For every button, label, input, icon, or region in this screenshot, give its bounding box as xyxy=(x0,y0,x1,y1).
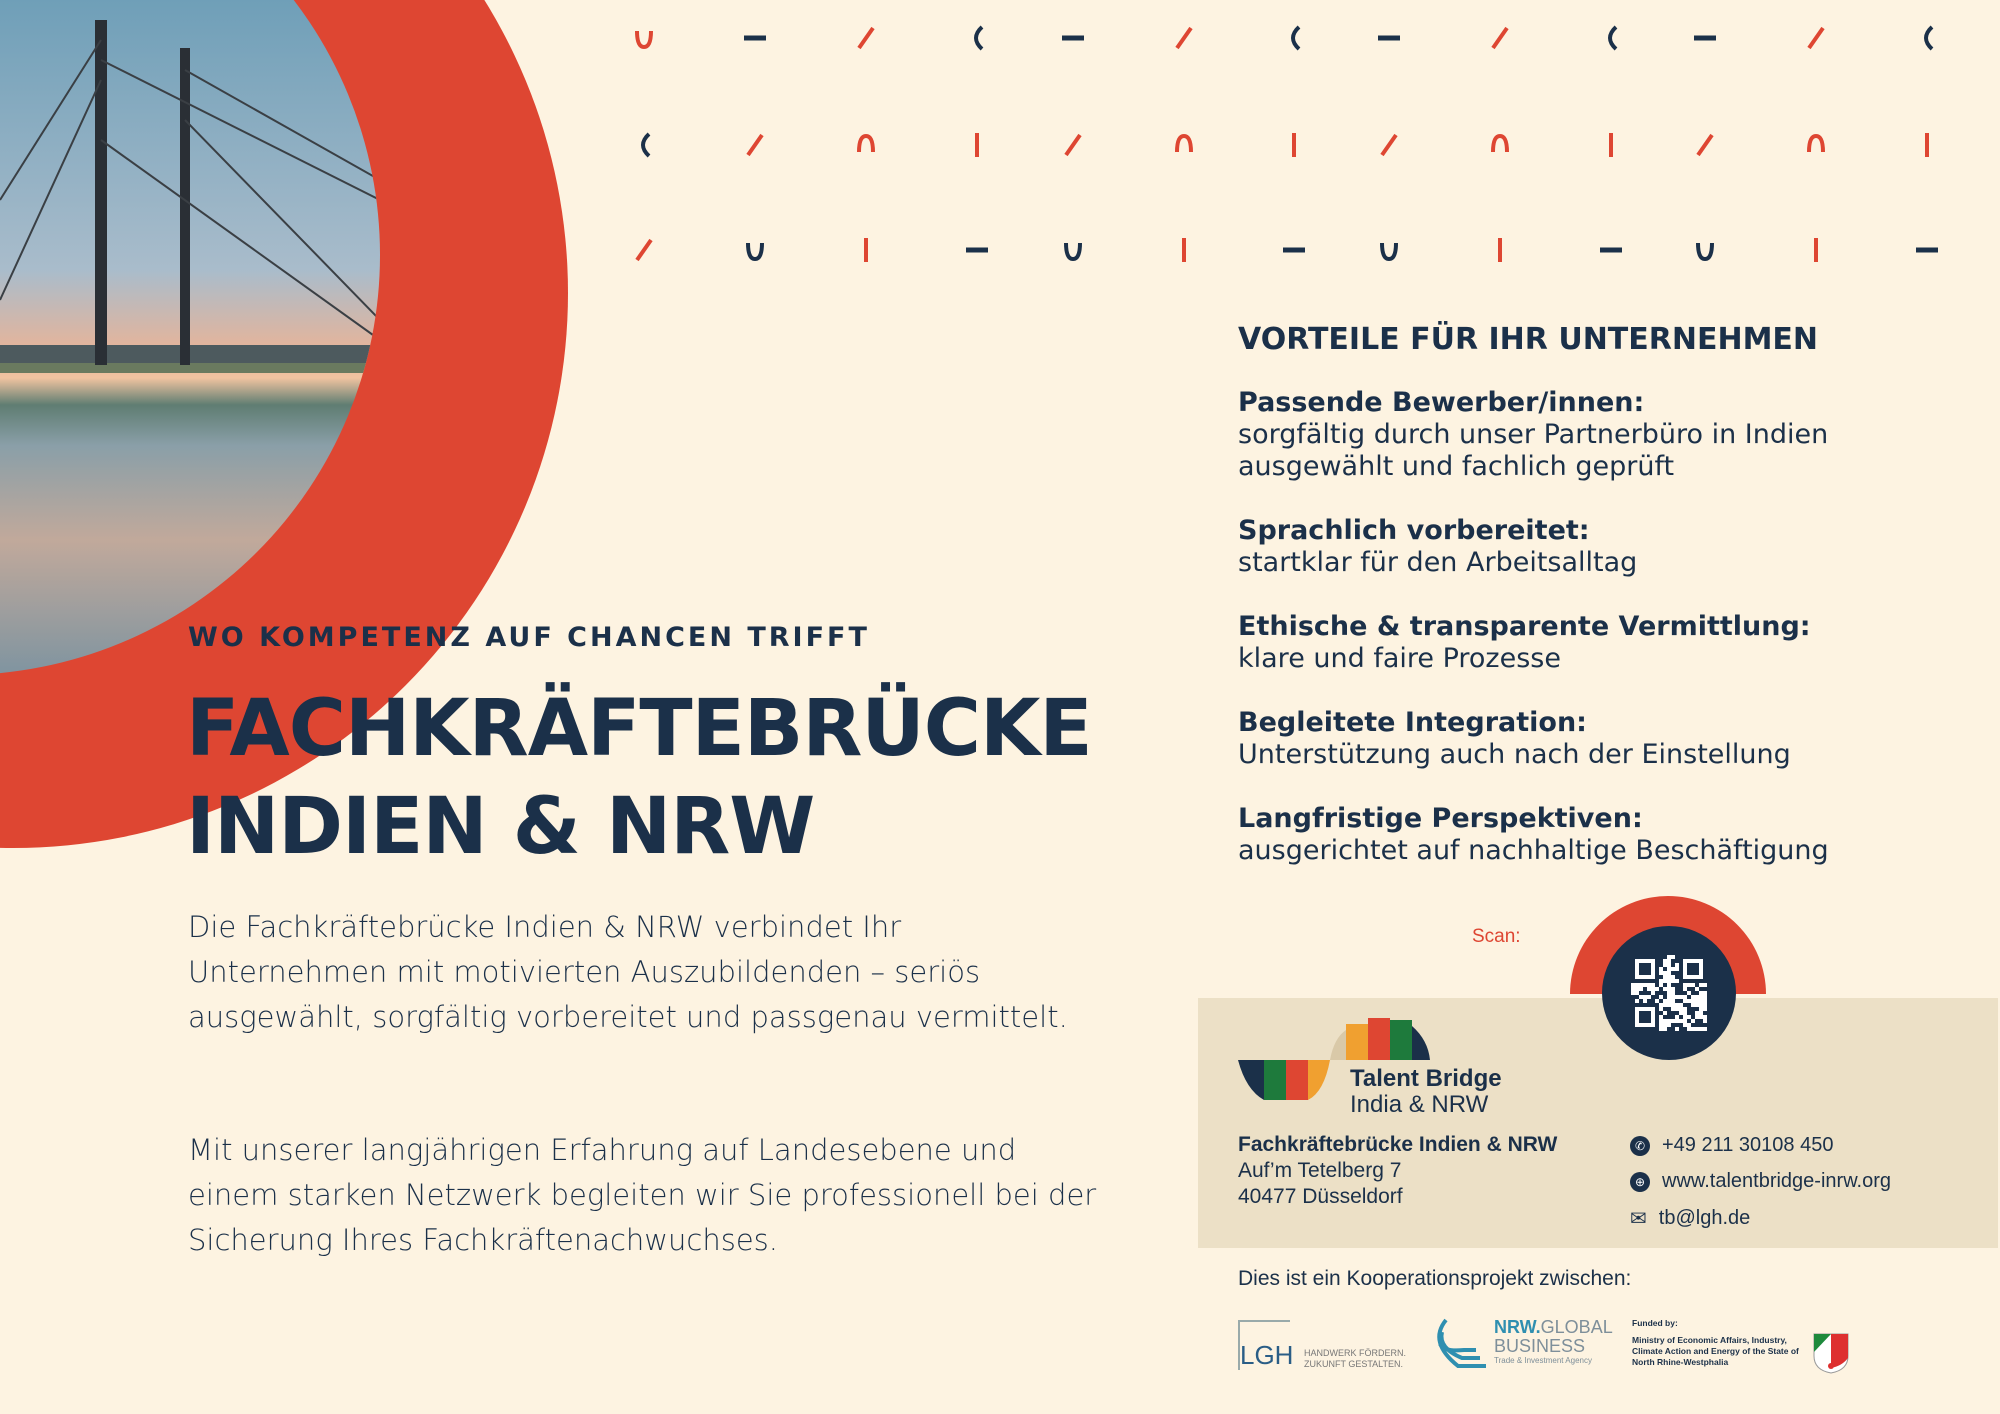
benefit-text: sorgfältig durch unser Partnerbüro in Indien ausgewählt und fachlich geprüft xyxy=(1238,419,1829,482)
page-title xyxy=(186,680,1092,876)
nrw-bold: NRW. xyxy=(1494,1317,1541,1337)
talent-bridge-logo xyxy=(1238,1018,1502,1118)
nrw-subtitle: Trade & Investment Agency xyxy=(1494,1356,1592,1365)
benefit-text: startklar für den Arbeitsalltag xyxy=(1238,547,1638,578)
nrw-business: BUSINESS xyxy=(1494,1336,1586,1356)
logo-line-1: Talent Bridge xyxy=(1350,1065,1502,1092)
bar-glyph-icon xyxy=(1596,130,1626,160)
bar-glyph-icon xyxy=(1169,235,1199,265)
title-line-1: FACHKRÄFTEBRÜCKE xyxy=(186,684,1092,774)
benefit-title: Passende Bewerber/innen: xyxy=(1238,387,1645,418)
benefit-item xyxy=(1238,803,1938,867)
benefit-title: Langfristige Perspektiven: xyxy=(1238,803,1643,834)
experience-paragraph: Mit unserer langjährigen Erfahrung auf Landesebene und einem starken Netzwerk begleiten wir Sie professionell bei der Sicherung Ihres Fachkräftenachwuchses. xyxy=(188,1133,1097,1257)
intro-paragraph: Die Fachkräftebrücke Indien & NRW verbindet Ihr Unternehmen mit motivierten Auszubildenden – seriös ausgewählt, sorgfältig vorbereitet und passgenau vermittelt. xyxy=(188,910,1068,1034)
benefit-title: Ethische & transparente Vermittlung: xyxy=(1238,611,1811,642)
arch-glyph-icon xyxy=(1169,130,1199,160)
arch-glyph-icon xyxy=(1801,130,1831,160)
website-link[interactable] xyxy=(1630,1170,1891,1193)
bar-glyph-icon xyxy=(1279,130,1309,160)
slash-glyph-icon xyxy=(1690,130,1720,160)
phone-icon: ✆ xyxy=(1630,1136,1650,1156)
paren-glyph-icon xyxy=(629,130,659,160)
title-line-2: INDIEN & NRW xyxy=(186,782,815,872)
address xyxy=(1238,1132,1557,1210)
nrw-coat-of-arms xyxy=(1812,1332,1850,1379)
dash-glyph-icon xyxy=(1374,23,1404,53)
dash-glyph-icon xyxy=(1596,235,1626,265)
slash-glyph-icon xyxy=(1485,23,1515,53)
cup-glyph-icon xyxy=(1374,235,1404,265)
bar-glyph-icon xyxy=(962,130,992,160)
benefit-item xyxy=(1238,707,1938,771)
slash-glyph-icon xyxy=(1801,23,1831,53)
slash-glyph-icon xyxy=(1058,130,1088,160)
slash-glyph-icon xyxy=(629,235,659,265)
cup-glyph-icon xyxy=(740,235,770,265)
paren-glyph-icon xyxy=(1912,23,1942,53)
slash-glyph-icon xyxy=(851,23,881,53)
benefit-title: Begleitete Integration: xyxy=(1238,707,1587,738)
dash-glyph-icon xyxy=(962,235,992,265)
qr-code[interactable] xyxy=(1602,926,1736,1060)
org-name: Fachkräftebrücke Indien & NRW xyxy=(1238,1133,1558,1156)
cooperation-label: Dies ist ein Kooperationsprojekt zwischen: xyxy=(1238,1267,1632,1290)
bar-glyph-icon xyxy=(1801,235,1831,265)
city: 40477 Düsseldorf xyxy=(1238,1185,1403,1208)
logo-line-2: India & NRW xyxy=(1350,1091,1489,1118)
globe-icon: ⊕ xyxy=(1630,1172,1650,1192)
benefit-text: Unterstützung auch nach der Einstellung xyxy=(1238,739,1791,770)
bar-glyph-icon xyxy=(851,235,881,265)
benefits-section xyxy=(1238,322,1938,899)
dash-glyph-icon xyxy=(1058,23,1088,53)
bar-glyph-icon xyxy=(1912,130,1942,160)
phone[interactable] xyxy=(1630,1134,1833,1157)
slash-glyph-icon xyxy=(1374,130,1404,160)
benefit-item xyxy=(1238,515,1938,579)
paren-glyph-icon xyxy=(1279,23,1309,53)
street: Auf’m Tetelberg 7 xyxy=(1238,1159,1402,1182)
slash-glyph-icon xyxy=(740,130,770,160)
benefits-heading: VORTEILE FÜR IHR UNTERNEHMEN xyxy=(1238,322,1819,357)
benefit-item xyxy=(1238,611,1938,675)
paren-glyph-icon xyxy=(1596,23,1626,53)
benefit-item xyxy=(1238,387,1938,483)
dash-glyph-icon xyxy=(1279,235,1309,265)
nrw-swoosh-icon xyxy=(1428,1318,1486,1372)
benefit-title: Sprachlich vorbereitet: xyxy=(1238,515,1590,546)
lgh-logo xyxy=(1238,1320,1406,1370)
dash-glyph-icon xyxy=(1690,23,1720,53)
mail-icon: ✉ xyxy=(1630,1208,1647,1230)
benefit-text: ausgerichtet auf nachhaltige Beschäftigung xyxy=(1238,835,1829,866)
arch-glyph-icon xyxy=(1485,130,1515,160)
lgh-mark: LGH xyxy=(1238,1320,1290,1370)
nrw-global: GLOBAL xyxy=(1540,1317,1613,1337)
paren-glyph-icon xyxy=(962,23,992,53)
funding-note xyxy=(1632,1318,1802,1368)
email-link[interactable] xyxy=(1630,1206,1750,1231)
funded-by-label: Funded by: xyxy=(1632,1318,1678,1328)
coat-of-arms-icon xyxy=(1812,1332,1850,1374)
dash-glyph-icon xyxy=(1912,235,1942,265)
phone-number: +49 211 30108 450 xyxy=(1662,1134,1834,1156)
scan-label: Scan: xyxy=(1472,926,1521,947)
email-address: tb@lgh.de xyxy=(1658,1207,1751,1229)
lgh-tagline-1: HANDWERK FÖRDERN. xyxy=(1304,1348,1407,1358)
cup-glyph-icon xyxy=(629,23,659,53)
dash-glyph-icon xyxy=(740,23,770,53)
slash-glyph-icon xyxy=(1169,23,1199,53)
arch-glyph-icon xyxy=(851,130,881,160)
cup-glyph-icon xyxy=(1058,235,1088,265)
website-url: www.talentbridge-inrw.org xyxy=(1662,1170,1891,1192)
lgh-tagline-2: ZUKUNFT GESTALTEN. xyxy=(1304,1359,1404,1369)
bar-glyph-icon xyxy=(1485,235,1515,265)
ministry-name: Ministry of Economic Affairs, Industry, Climate Action and Energy of the State of North Rhine-Westphalia xyxy=(1632,1335,1799,1367)
cup-glyph-icon xyxy=(1690,235,1720,265)
benefit-text: klare und faire Prozesse xyxy=(1238,643,1561,674)
qr-code-icon xyxy=(1631,955,1707,1031)
nrw-global-business-logo xyxy=(1428,1318,1613,1372)
tagline: WO KOMPETENZ AUF CHANCEN TRIFFT xyxy=(188,622,870,653)
